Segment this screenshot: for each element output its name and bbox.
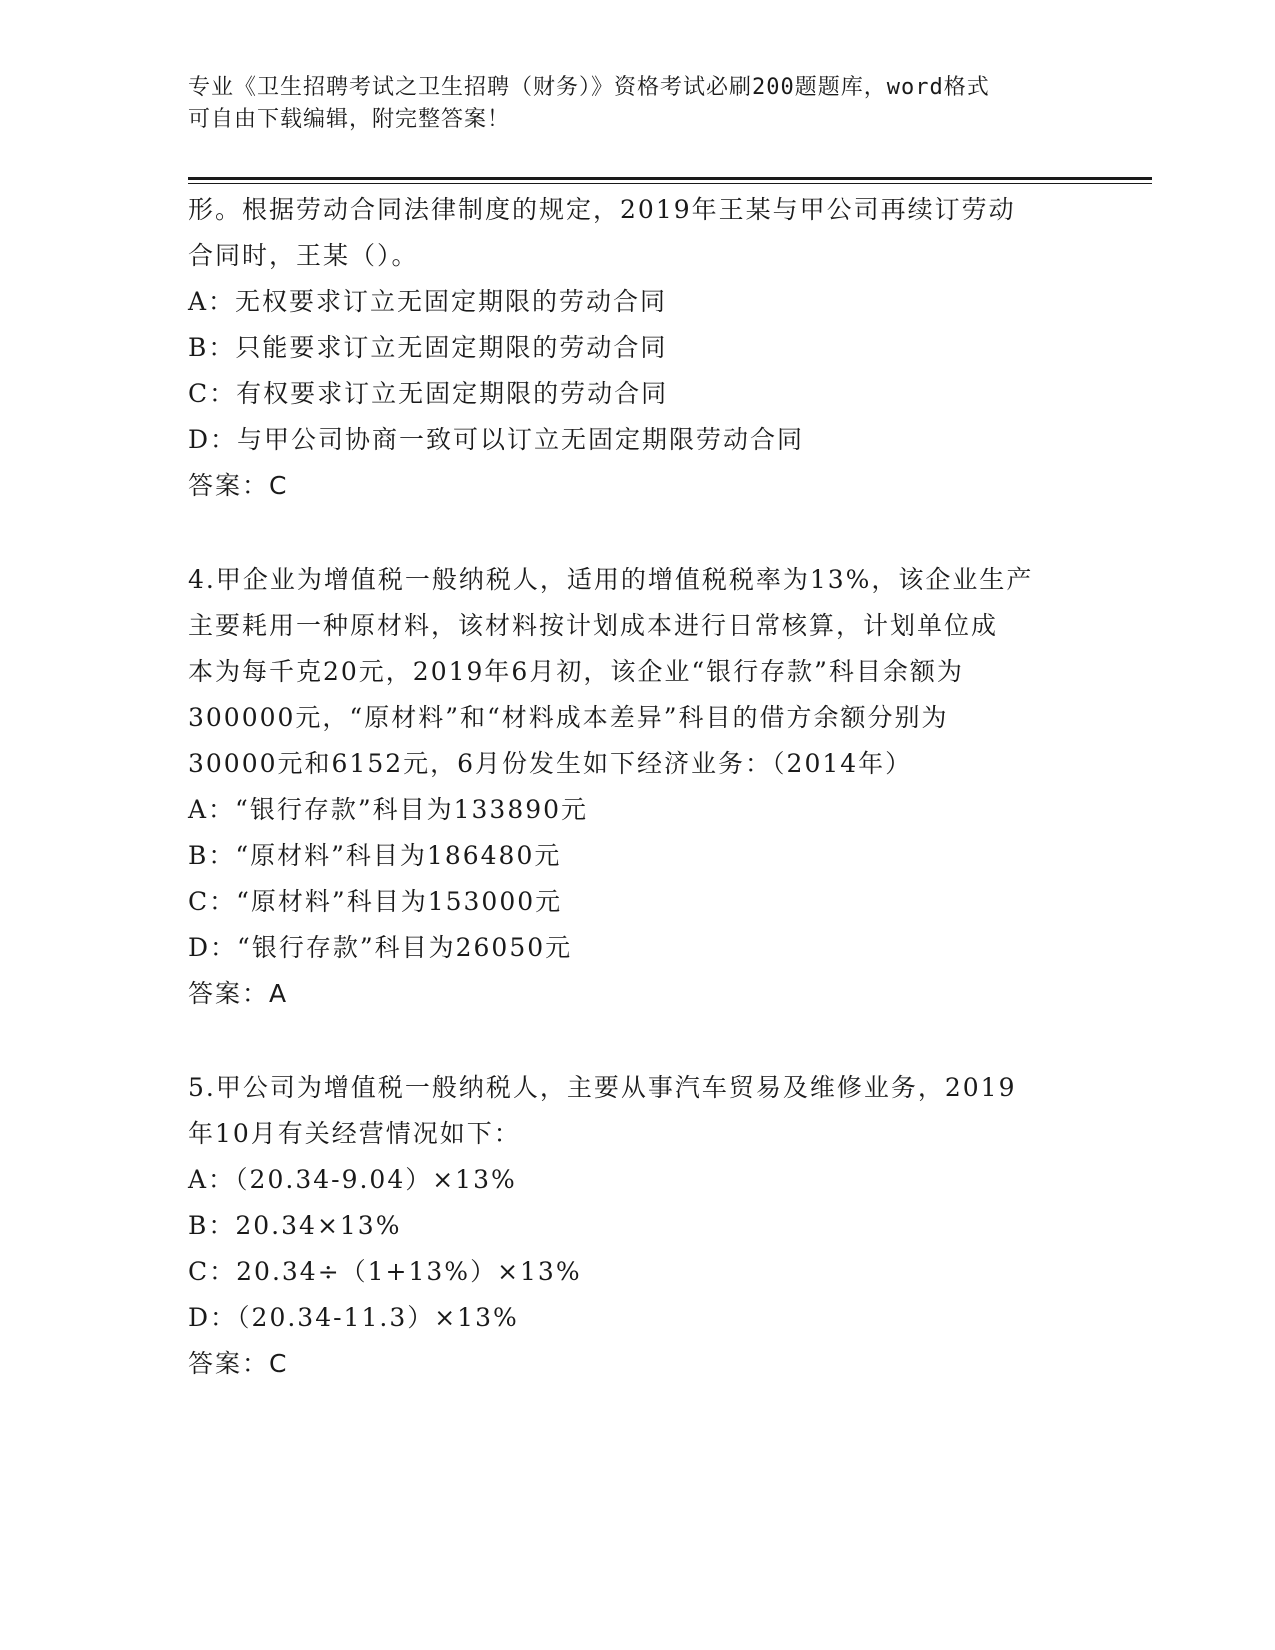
question-spacer — [188, 1017, 1088, 1065]
question-stem-line: 合同时，王某（）。 — [188, 241, 419, 270]
question-stem-line: 5.甲公司为增值税一般纳税人，主要从事汽车贸易及维修业务，2019 — [188, 1073, 1017, 1102]
question-spacer — [188, 509, 1088, 557]
question-stem-line: 年10月有关经营情况如下： — [188, 1119, 521, 1148]
option-c: C：有权要求订立无固定期限的劳动合同 — [188, 379, 669, 408]
option-b: B：只能要求订立无固定期限的劳动合同 — [188, 333, 668, 362]
question-list — [188, 187, 1088, 1387]
option-a: A：（20.34-9.04）×13% — [188, 1165, 517, 1194]
option-c: C：20.34÷（1+13%）×13% — [188, 1257, 582, 1286]
question-stem-line: 本为每千克20元，2019年6月初，该企业“银行存款”科目余额为 — [188, 657, 964, 686]
question-4 — [188, 557, 1088, 1017]
answer-line: 答案：A — [188, 979, 289, 1008]
option-d: D：与甲公司协商一致可以订立无固定期限劳动合同 — [188, 425, 805, 454]
question-stem-line: 4.甲企业为增值税一般纳税人，适用的增值税税率为13%，该企业生产 — [188, 565, 1034, 594]
question-stem-line: 30000元和6152元，6月份发生如下经济业务：（2014年） — [188, 749, 913, 778]
option-c: C：“原材料”科目为153000元 — [188, 887, 563, 916]
header-divider-thick — [188, 177, 1152, 180]
option-a: A：“银行存款”科目为133890元 — [188, 795, 589, 824]
page-header — [188, 72, 1078, 136]
question-stem-line: 300000元，“原材料”和“材料成本差异”科目的借方余额分别为 — [188, 703, 949, 732]
header-divider-thin — [188, 183, 1152, 184]
option-a: A：无权要求订立无固定期限的劳动合同 — [188, 287, 668, 316]
option-d: D：（20.34-11.3）×13% — [188, 1303, 519, 1332]
question-3 — [188, 187, 1088, 509]
answer-line: 答案：C — [188, 1349, 289, 1378]
question-stem-line: 主要耗用一种原材料，该材料按计划成本进行日常核算，计划单位成 — [188, 611, 999, 640]
question-stem-line: 形。根据劳动合同法律制度的规定，2019年王某与甲公司再续订劳动 — [188, 195, 1016, 224]
option-b: B：20.34×13% — [188, 1211, 402, 1240]
option-d: D：“银行存款”科目为26050元 — [188, 933, 573, 962]
header-line-1: 专业《卫生招聘考试之卫生招聘（财务）》资格考试必刷200题题库，word格式 — [188, 75, 990, 100]
answer-line: 答案：C — [188, 471, 289, 500]
question-5 — [188, 1065, 1088, 1387]
header-line-2: 可自由下载编辑，附完整答案！ — [188, 107, 511, 132]
option-b: B：“原材料”科目为186480元 — [188, 841, 562, 870]
